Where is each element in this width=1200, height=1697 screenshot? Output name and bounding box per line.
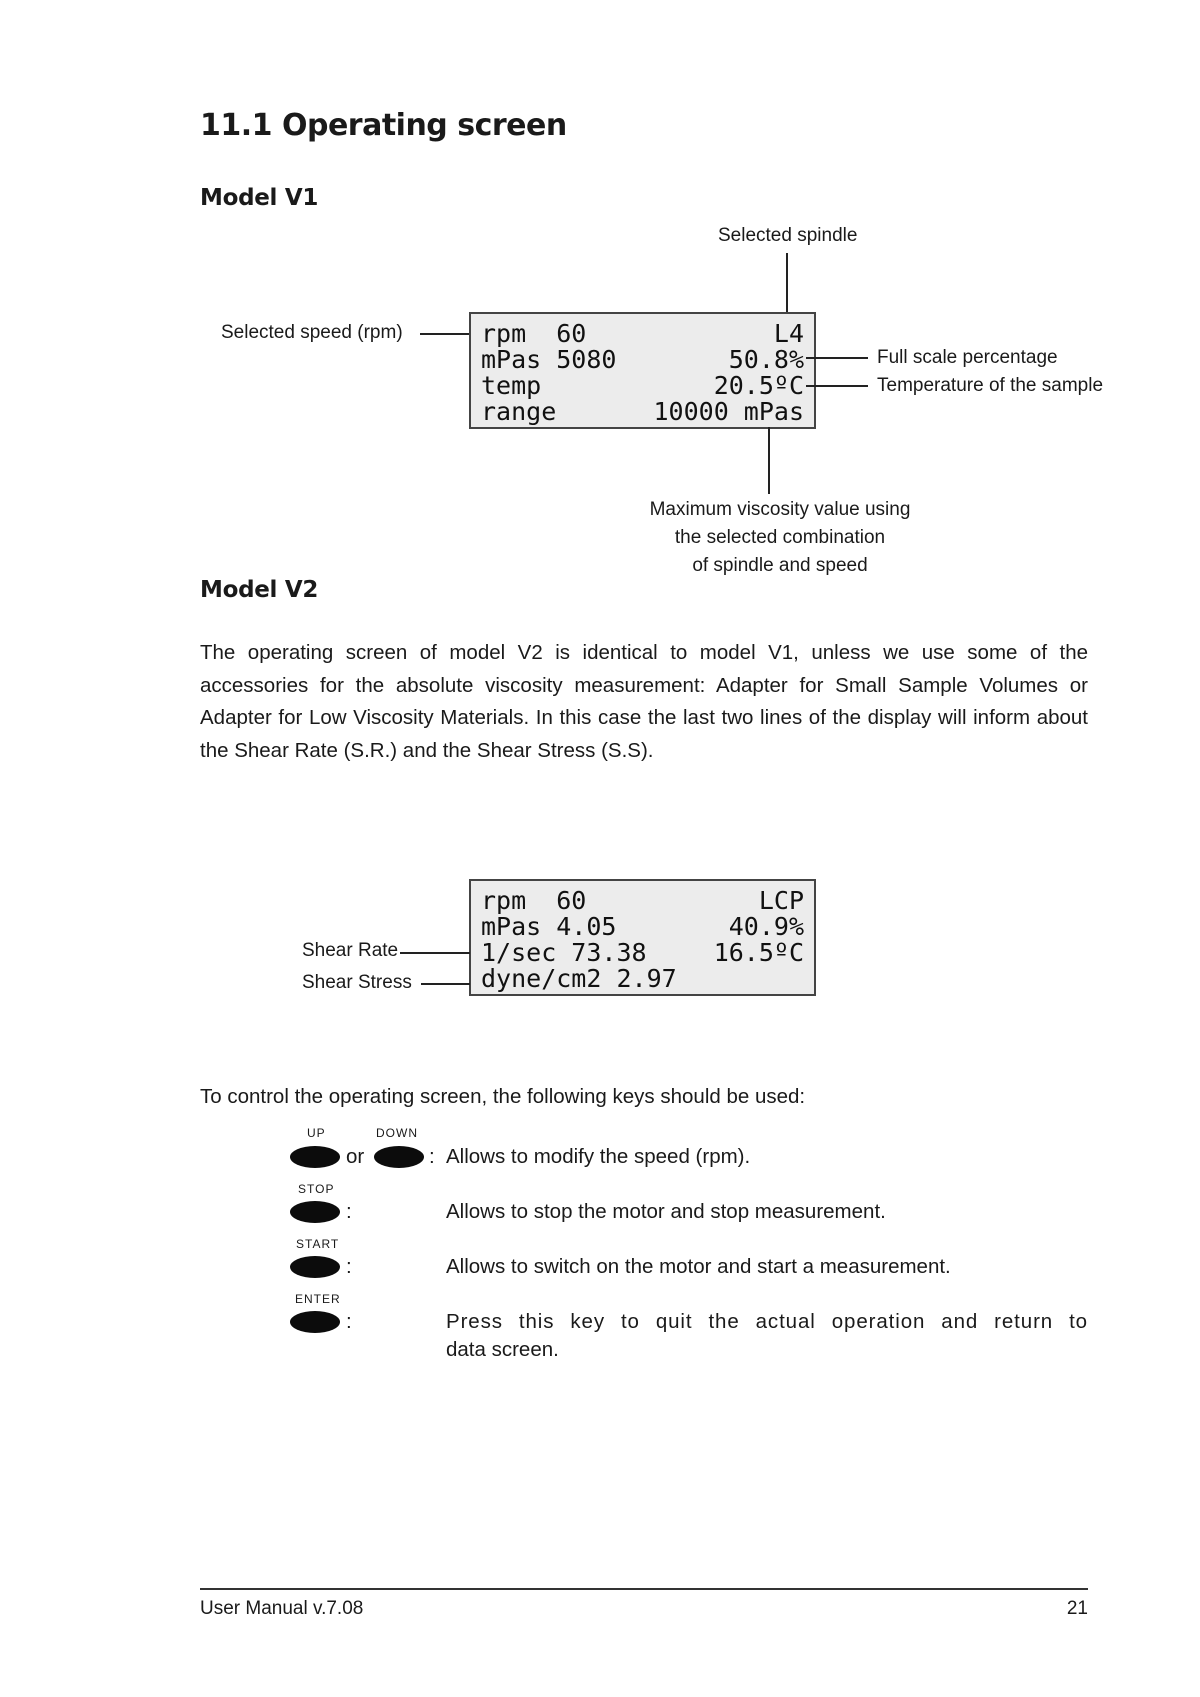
lcd-row xyxy=(481,888,804,914)
lcd-row-label: temp xyxy=(481,371,542,400)
key-stop-label: STOP xyxy=(298,1182,335,1196)
start-key-description: Allows to switch on the motor and start a measurement. xyxy=(446,1255,951,1278)
lcd-row-value: 20.5ºC xyxy=(713,371,804,400)
footer-page-number: 21 xyxy=(1066,1598,1088,1619)
enter-key-description-line1: Press this key to quit the actual operation and return to xyxy=(446,1310,1088,1333)
callout-shear-stress: Shear Stress xyxy=(302,972,412,993)
lcd-row xyxy=(481,914,804,940)
lcd-display-v2 xyxy=(469,879,816,996)
model-v2-heading: Model V2 xyxy=(200,577,319,603)
lcd-row-value: L4 xyxy=(773,319,804,348)
lcd-display-v1 xyxy=(469,312,816,429)
up-key-icon xyxy=(290,1146,340,1168)
callout-shear-rate: Shear Rate xyxy=(302,940,399,961)
lcd-row-value: LCP xyxy=(758,886,804,915)
callout-full-scale: Full scale percentage xyxy=(877,347,1058,368)
lcd-row-label: dyne/cm2 2.97 xyxy=(481,964,677,993)
lcd-row-label: mPas 4.05 xyxy=(481,912,617,941)
lcd-row-value: 16.5ºC xyxy=(713,938,804,967)
lcd-row xyxy=(481,347,804,373)
lcd-row-label: 1/sec 73.38 xyxy=(481,938,647,967)
lcd-row-label: rpm 60 xyxy=(481,319,587,348)
keys-intro: To control the operating screen, the following keys should be used: xyxy=(200,1085,806,1108)
enter-key-icon xyxy=(290,1311,340,1333)
colon: : xyxy=(346,1255,352,1278)
lcd-row-value: 10000 mPas xyxy=(653,397,804,426)
stop-key-description: Allows to stop the motor and stop measurement. xyxy=(446,1200,886,1223)
lcd-row-value: 50.8% xyxy=(728,345,804,374)
callout-max-viscosity-line: the selected combination xyxy=(674,527,886,548)
lcd-row xyxy=(481,399,804,425)
callout-line-shear-rate xyxy=(400,952,470,954)
lcd-row-label: rpm 60 xyxy=(481,886,587,915)
enter-key-description-line2: data screen. xyxy=(446,1338,559,1361)
callout-max-viscosity-line: of spindle and speed xyxy=(692,555,868,576)
callout-line-spindle xyxy=(786,253,788,315)
lcd-row-label: mPas 5080 xyxy=(481,345,617,374)
down-key-icon xyxy=(374,1146,424,1168)
colon: : xyxy=(346,1310,352,1333)
lcd-row-value: 40.9% xyxy=(728,912,804,941)
or-text: or xyxy=(346,1145,365,1168)
lcd-row xyxy=(481,940,804,966)
callout-max-viscosity-line: Maximum viscosity value using xyxy=(649,499,911,520)
callout-line-temperature xyxy=(806,385,868,387)
lcd-row xyxy=(481,966,804,992)
lcd-row-label: range xyxy=(481,397,557,426)
lcd-row xyxy=(481,321,804,347)
footer-manual: User Manual v.7.08 xyxy=(200,1598,364,1619)
lcd-row xyxy=(481,373,804,399)
start-key-icon xyxy=(290,1256,340,1278)
model-v1-heading: Model V1 xyxy=(200,185,319,211)
speed-key-description: Allows to modify the speed (rpm). xyxy=(446,1145,751,1168)
colon: : xyxy=(429,1145,435,1168)
key-up-label: UP xyxy=(307,1126,326,1140)
colon: : xyxy=(346,1200,352,1223)
callout-line-full-scale xyxy=(806,357,868,359)
callout-selected-spindle: Selected spindle xyxy=(718,225,858,246)
callout-temperature: Temperature of the sample xyxy=(877,375,1104,396)
model-v2-paragraph: The operating screen of model V2 is identical to model V1, unless we use some of the accessories for the absolute viscosity measurement: Adapter for Small Sample Volumes or Adapter for Low Viscosity Materials. In this case the last two lines of the display will inform about the Shear Rate (S.R.) and the Shear Stress (S.S). xyxy=(200,641,1088,762)
section-title: 11.1 Operating screen xyxy=(200,108,567,143)
key-start-label: START xyxy=(296,1237,340,1251)
callout-line-speed xyxy=(420,333,470,335)
callout-line-max-viscosity xyxy=(768,427,770,494)
key-enter-label: ENTER xyxy=(295,1292,341,1306)
callout-line-shear-stress xyxy=(421,983,470,985)
key-down-label: DOWN xyxy=(376,1126,418,1140)
callout-max-viscosity xyxy=(600,496,960,580)
stop-key-icon xyxy=(290,1201,340,1223)
footer-rule xyxy=(200,1588,1088,1590)
callout-selected-speed: Selected speed (rpm) xyxy=(221,322,403,343)
